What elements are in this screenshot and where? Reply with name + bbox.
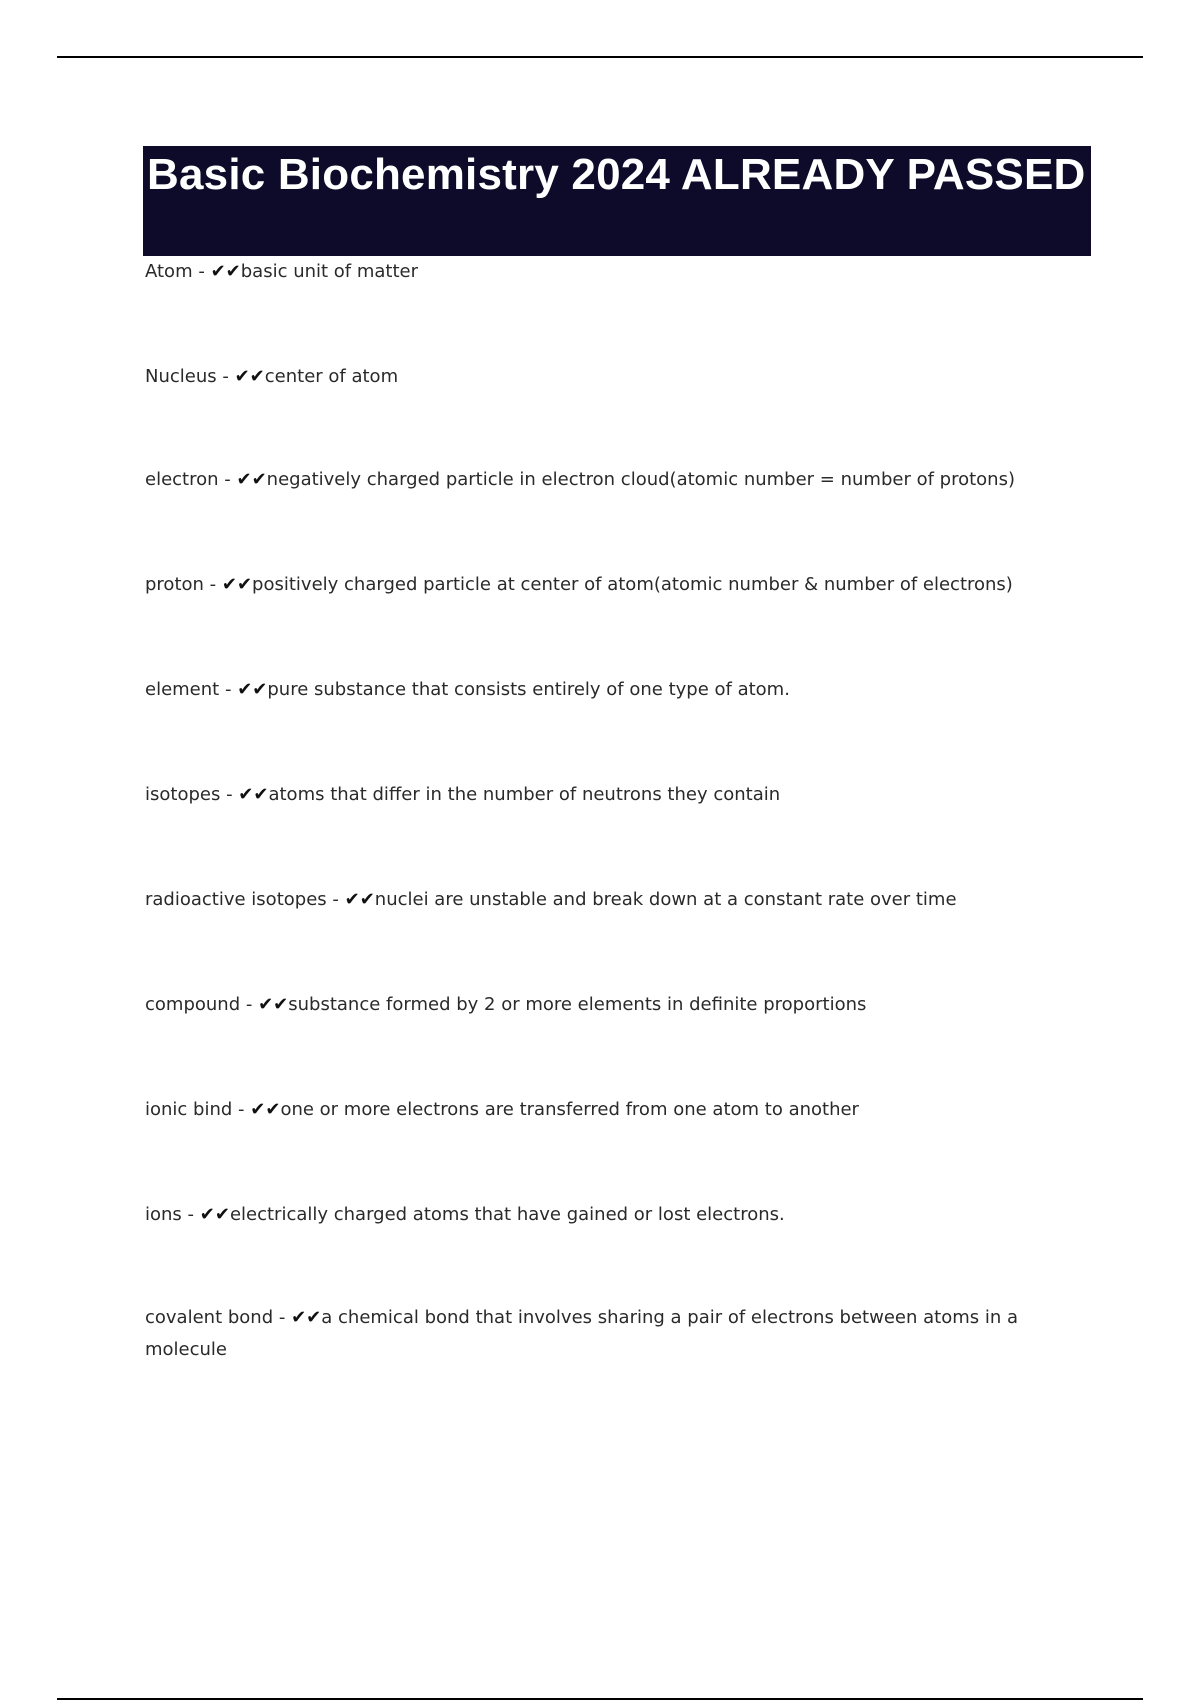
list-item-element	[145, 674, 1045, 706]
definition: negatively charged particle in electron cloud(atomic number = number of protons)	[266, 469, 1015, 490]
separator: -	[232, 1099, 251, 1120]
definition: nuclei are unstable and break down at a constant rate over time	[374, 889, 957, 910]
double-check-icon: ✔✔	[237, 679, 268, 700]
definition: one or more electrons are transferred from one atom to another	[280, 1099, 859, 1120]
term: ions	[145, 1204, 182, 1225]
term: Atom	[145, 261, 193, 282]
double-check-icon: ✔✔	[236, 469, 267, 490]
double-check-icon: ✔✔	[238, 784, 269, 805]
separator: -	[216, 366, 235, 387]
term: covalent bond	[145, 1307, 274, 1328]
term: ionic bind	[145, 1099, 233, 1120]
list-item-covalent-bond	[145, 1302, 1045, 1366]
list-item-electron	[145, 464, 1045, 496]
list-item-ions	[145, 1199, 1045, 1231]
title-banner	[143, 146, 1091, 256]
separator: -	[326, 889, 345, 910]
definition: basic unit of matter	[240, 261, 419, 282]
list-item-proton	[145, 569, 1045, 601]
definition: pure substance that consists entirely of one type of atom.	[267, 679, 790, 700]
top-divider	[57, 56, 1143, 58]
separator: -	[218, 469, 237, 490]
page-title: Basic Biochemistry 2024 ALREADY PASSED	[147, 150, 1086, 199]
separator: -	[240, 994, 259, 1015]
separator: -	[273, 1307, 292, 1328]
separator: -	[203, 574, 222, 595]
double-check-icon: ✔✔	[258, 994, 289, 1015]
term: proton	[145, 574, 204, 595]
definition: electrically charged atoms that have gained or lost electrons.	[229, 1204, 785, 1225]
term: electron	[145, 469, 219, 490]
double-check-icon: ✔✔	[291, 1307, 322, 1328]
term: isotopes	[145, 784, 221, 805]
separator: -	[181, 1204, 200, 1225]
list-item-isotopes	[145, 779, 1045, 811]
double-check-icon: ✔✔	[344, 889, 375, 910]
list-item-compound	[145, 989, 1045, 1021]
list-item-atom	[145, 256, 1045, 288]
double-check-icon: ✔✔	[210, 261, 241, 282]
definition: a chemical bond that involves sharing a pair of electrons between atoms in a molecule	[145, 1307, 1019, 1360]
double-check-icon: ✔✔	[199, 1204, 230, 1225]
list-item-ionic-bind	[145, 1094, 1045, 1126]
double-check-icon: ✔✔	[221, 574, 253, 595]
term: radioactive isotopes	[145, 889, 327, 910]
definition: center of atom	[264, 366, 399, 387]
separator: -	[192, 261, 211, 282]
term: element	[145, 679, 220, 700]
separator: -	[219, 679, 238, 700]
list-item-radioactive-isotopes	[145, 884, 1045, 916]
definition: substance formed by 2 or more elements in definite proportions	[288, 994, 867, 1015]
term: compound	[145, 994, 241, 1015]
separator: -	[220, 784, 239, 805]
list-item-nucleus	[145, 361, 1045, 393]
term: Nucleus	[145, 366, 217, 387]
definition: atoms that differ in the number of neutrons they contain	[268, 784, 781, 805]
definition: positively charged particle at center of atom(atomic number & number of electrons)	[252, 574, 1013, 595]
double-check-icon: ✔✔	[234, 366, 265, 387]
double-check-icon: ✔✔	[250, 1099, 281, 1120]
